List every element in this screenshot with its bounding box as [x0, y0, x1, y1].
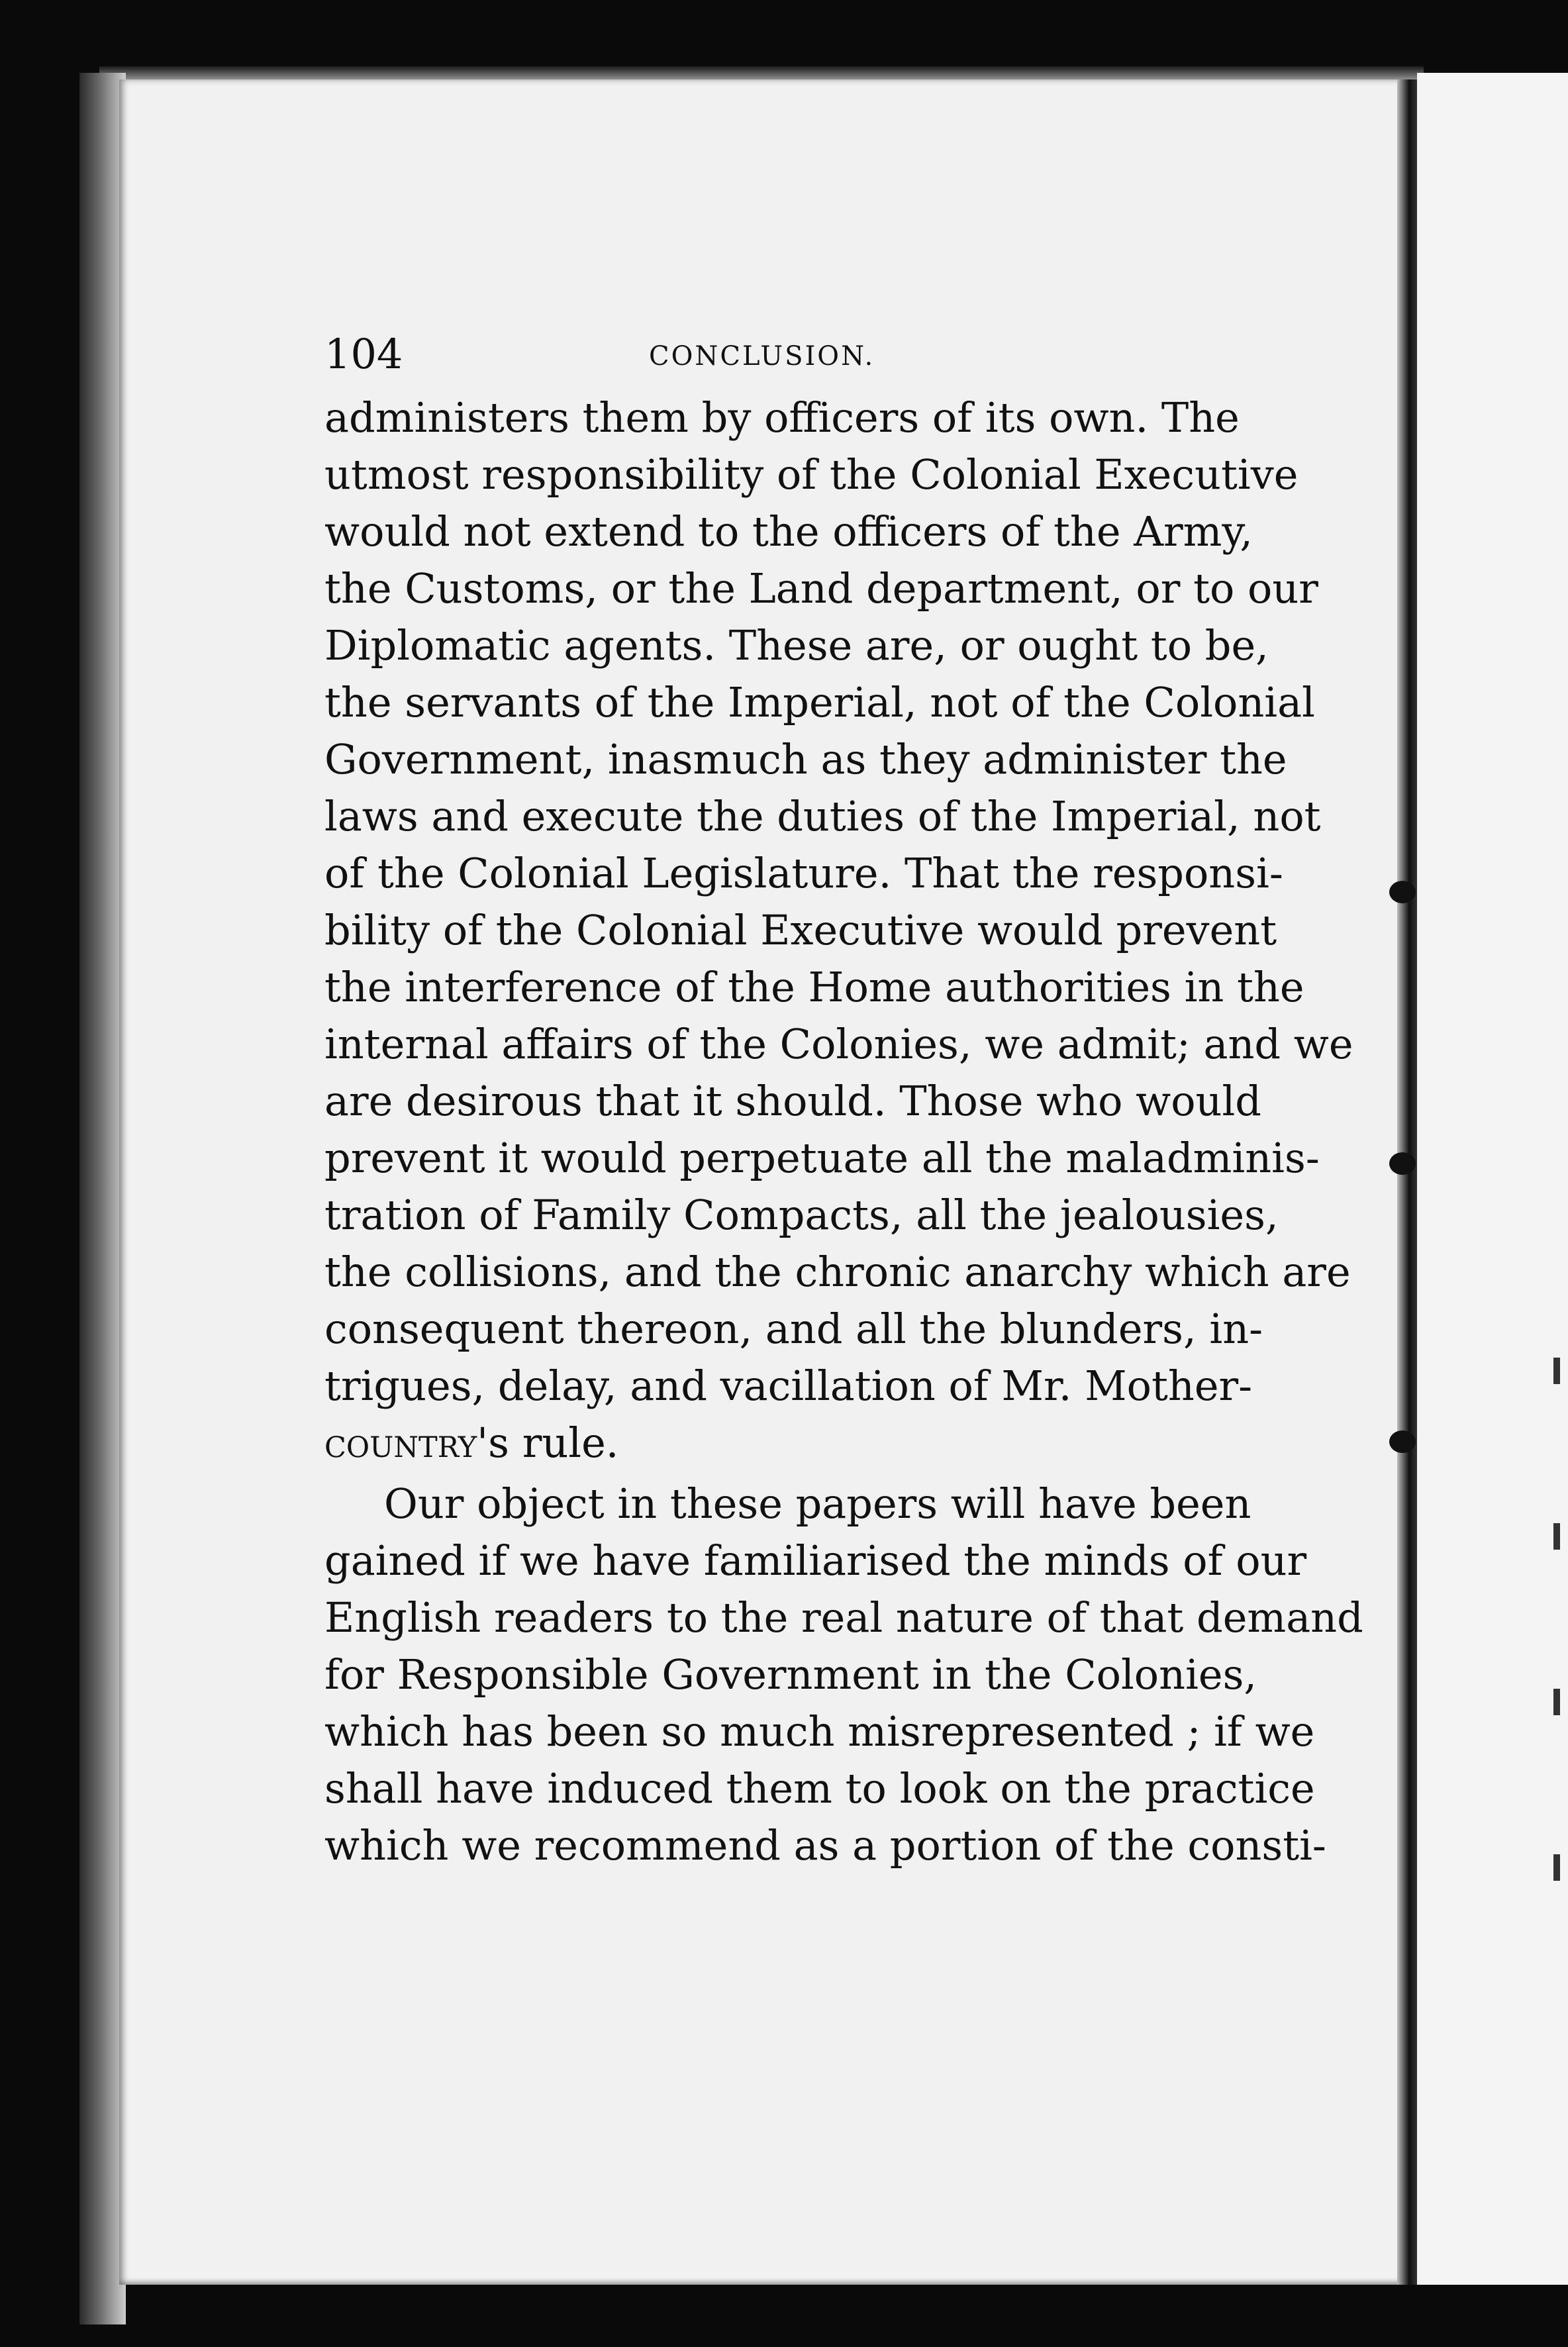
text-line: Our object in these papers will have been: [384, 1479, 1251, 1528]
text-line: gained if we have familiarised the minds of our: [324, 1536, 1307, 1585]
binding-thread-knot: [1389, 1152, 1416, 1175]
text-line: which has been so much misrepresented ; if we: [324, 1707, 1315, 1756]
text-line: bility of the Colonial Executive would prevent: [324, 906, 1277, 954]
text-line: shall have induced them to look on the practice: [324, 1764, 1315, 1813]
text-line: administers them by officers of its own. The: [324, 393, 1240, 442]
text-line: are desirous that it should. Those who would: [324, 1077, 1261, 1125]
text-line: the Customs, or the Land department, or to our: [324, 564, 1318, 613]
text-line: the collisions, and the chronic anarchy which are: [324, 1248, 1351, 1296]
text-line: the servants of the Imperial, not of the Colonial: [324, 678, 1315, 726]
right-page-text-fragment: [1553, 1523, 1560, 1550]
text-line: for Responsible Government in the Colonies,: [324, 1650, 1257, 1699]
page-number: 104: [324, 330, 403, 378]
text-line: trigues, delay, and vacillation of Mr. Mother-: [324, 1362, 1253, 1410]
text-line: laws and execute the duties of the Imperial, not: [324, 792, 1321, 840]
text-line: internal affairs of the Colonies, we admit; and we: [324, 1020, 1353, 1068]
running-head: [324, 325, 1238, 384]
text-line: Government, inasmuch as they administer the: [324, 735, 1287, 783]
right-page-edge: [1417, 73, 1568, 2285]
text-line: prevent it would perpetuate all the maladminis-: [324, 1134, 1320, 1182]
right-page-text-fragment: [1553, 1689, 1560, 1715]
text-line: would not extend to the officers of the Army,: [324, 507, 1253, 556]
paragraph-2: [324, 1475, 1363, 1874]
text-line: of the Colonial Legislature. That the responsi-: [324, 849, 1283, 897]
text-line: which we recommend as a portion of the consti-: [324, 1821, 1326, 1870]
text-line: utmost responsibility of the Colonial Executive: [324, 450, 1298, 499]
text-fragment: 's rule.: [477, 1419, 619, 1467]
right-page-text-fragment: [1553, 1854, 1560, 1881]
smallcaps-word: country: [324, 1419, 477, 1467]
text-line: [324, 1415, 1238, 1472]
text-line: consequent thereon, and all the blunders, in-: [324, 1305, 1263, 1353]
text-line: the interference of the Home authorities in the: [324, 963, 1304, 1011]
right-page-text-fragment: [1553, 1358, 1560, 1384]
page-top-shadow: [99, 66, 1424, 81]
text-line: English readers to the real nature of that demand: [324, 1593, 1363, 1642]
text-line: Diplomatic agents. These are, or ought to be,: [324, 621, 1269, 670]
binding-thread-knot: [1389, 881, 1416, 903]
paragraph-1: [324, 389, 1353, 1472]
page-text-block: [324, 325, 1363, 1874]
binding-thread-knot: [1389, 1430, 1416, 1453]
text-line: tration of Family Compacts, all the jealousies,: [324, 1191, 1279, 1239]
page-gutter: [1397, 79, 1417, 2285]
running-head-title: CONCLUSION.: [649, 341, 875, 372]
